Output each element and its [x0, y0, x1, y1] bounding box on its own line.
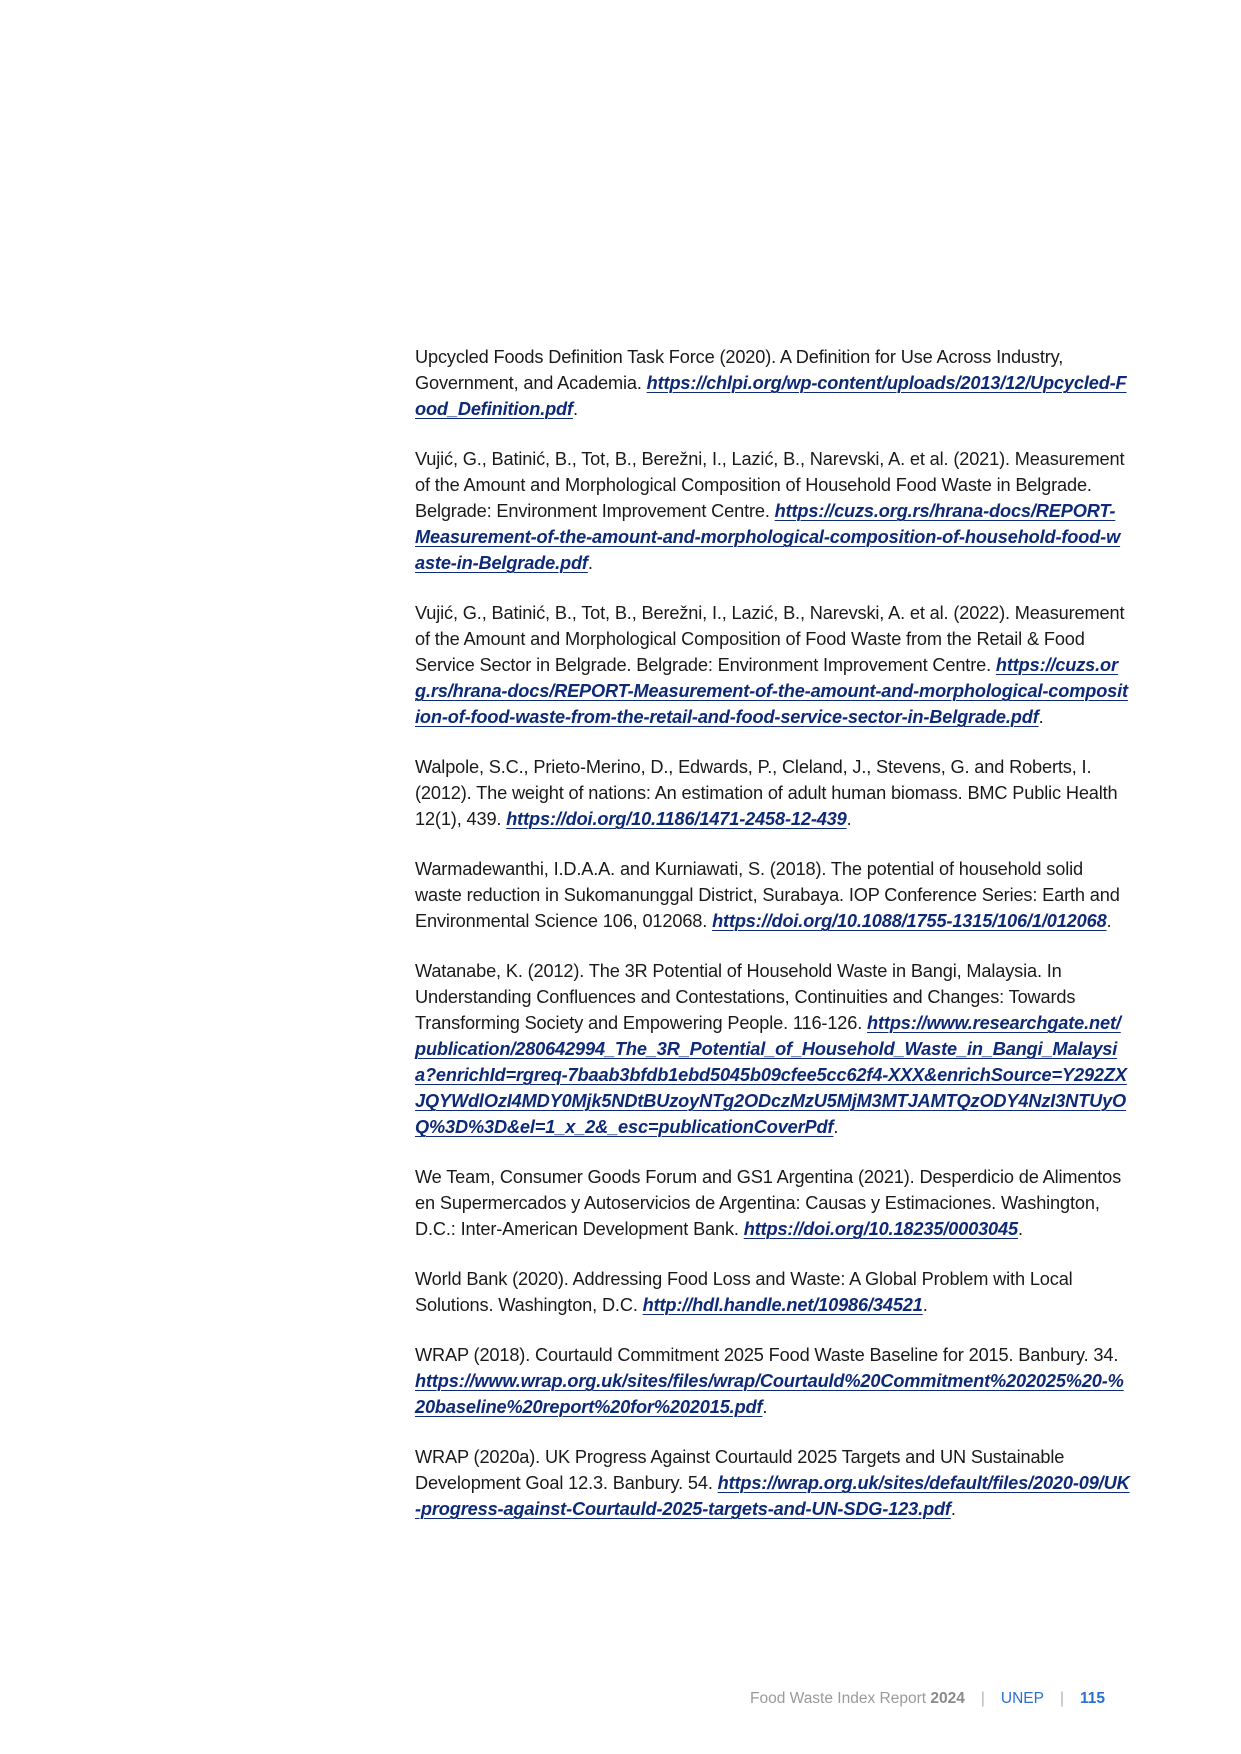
- reference-text: Upcycled Foods Definition Task Force (2020). A Definition for Use Across Industry, Government, and Academia.: [415, 347, 1064, 393]
- reference-end-punctuation: .: [587, 553, 593, 573]
- reference-text: WRAP (2018). Courtauld Commitment 2025 Food Waste Baseline for 2015. Banbury. 34.: [415, 1345, 1119, 1365]
- reference-link[interactable]: https://doi.org/10.1186/1471-2458-12-439: [506, 809, 847, 829]
- footer-report-title: Food Waste Index Report: [750, 1690, 927, 1707]
- reference-end-punctuation: .: [762, 1397, 768, 1417]
- reference-end-punctuation: .: [1038, 707, 1044, 727]
- reference-link[interactable]: https://cuzs.org.rs/hrana-docs/REPORT-Measurement-of-the-amount-and-morphological-composition-of-household-food-waste-in-Belgrade.pdf: [415, 501, 1121, 573]
- reference-end-punctuation: .: [572, 399, 578, 419]
- reference-link[interactable]: https://cuzs.org.rs/hrana-docs/REPORT-Measurement-of-the-amount-and-morphological-composition-of-food-waste-from-the-retail-and-food-service-sector-in-Belgrade.pdf: [415, 655, 1128, 727]
- reference-link[interactable]: https://doi.org/10.1088/1755-1315/106/1/012068: [712, 911, 1107, 931]
- footer-separator: |: [1059, 1690, 1064, 1707]
- reference-end-punctuation: .: [833, 1117, 839, 1137]
- reference-end-punctuation: .: [846, 809, 852, 829]
- reference-entry: [415, 1266, 1130, 1318]
- footer-organization: UNEP: [1000, 1690, 1044, 1707]
- reference-entry: [415, 1164, 1130, 1242]
- reference-text: Vujić, G., Batinić, B., Tot, B., Berežni, I., Lazić, B., Narevski, A. et al. (2022). Measurement of the Amount and Morphological Composition of Food Waste from the Retail & Food Service Sector in Belgrade. Belgrade: Environment Improvement Centre.: [415, 603, 1125, 675]
- reference-link[interactable]: http://hdl.handle.net/10986/34521: [642, 1295, 923, 1315]
- page-footer: [750, 1690, 1130, 1708]
- reference-link[interactable]: https://wrap.org.uk/sites/default/files/2020-09/UK-progress-against-Courtauld-2025-targets-and-UN-SDG-123.pdf: [415, 1473, 1130, 1519]
- reference-text: Walpole, S.C., Prieto-Merino, D., Edwards, P., Cleland, J., Stevens, G. and Roberts, I. (2012). The weight of nations: An estimation of adult human biomass. BMC Public Health 12(1), 439.: [415, 757, 1118, 829]
- reference-text: Vujić, G., Batinić, B., Tot, B., Berežni, I., Lazić, B., Narevski, A. et al. (2021). Measurement of the Amount and Morphological Composition of Household Food Waste in Belgrade. Belgrade: Environment Improvement Centre.: [415, 449, 1125, 521]
- reference-end-punctuation: .: [1017, 1219, 1023, 1239]
- reference-entry: [415, 600, 1130, 730]
- reference-text: World Bank (2020). Addressing Food Loss and Waste: A Global Problem with Local Solutions. Washington, D.C.: [415, 1269, 1073, 1315]
- reference-text: Watanabe, K. (2012). The 3R Potential of Household Waste in Bangi, Malaysia. In Understanding Confluences and Contestations, Continuities and Changes: Towards Transforming Society and Empowering People. 116-126.: [415, 961, 1076, 1033]
- reference-entry: [415, 1444, 1130, 1522]
- reference-entry: [415, 958, 1130, 1140]
- reference-entry: [415, 344, 1130, 422]
- reference-text: We Team, Consumer Goods Forum and GS1 Argentina (2021). Desperdicio de Alimentos en Supermercados y Autoservicios de Argentina: Causas y Estimaciones. Washington, D.C.: Inter-American Development Bank.: [415, 1167, 1122, 1239]
- reference-entry: [415, 754, 1130, 832]
- page-number: 115: [1079, 1690, 1105, 1707]
- reference-entry: [415, 1342, 1130, 1420]
- reference-end-punctuation: .: [922, 1295, 928, 1315]
- reference-link[interactable]: https://doi.org/10.18235/0003045: [743, 1219, 1018, 1239]
- reference-link[interactable]: https://www.wrap.org.uk/sites/files/wrap/Courtauld%20Commitment%202025%20-%20baseline%20report%20for%202015.pdf: [415, 1371, 1124, 1417]
- reference-text: WRAP (2020a). UK Progress Against Courtauld 2025 Targets and UN Sustainable Development Goal 12.3. Banbury. 54.: [415, 1447, 1065, 1493]
- reference-text: Warmadewanthi, I.D.A.A. and Kurniawati, S. (2018). The potential of household solid waste reduction in Sukomanunggal District, Surabaya. IOP Conference Series: Earth and Environmental Science 106, 012068.: [415, 859, 1120, 931]
- reference-link[interactable]: https://www.researchgate.net/publication/280642994_The_3R_Potential_of_Household_Waste_in_Bangi_Malaysia?enrichId=rgreq-7baab3bfdb1ebd5045b09cfee5cc62f4-XXX&enrichSource=Y292ZXJQYWdlOzI4MDY0Mjk5NDtBUzoyNTg2ODczMzU5MjM3MTJAMTQzODY4NzI3NTUyOQ%3D%3D&el=1_x_2&_esc=publicationCoverPdf: [415, 1013, 1127, 1137]
- reference-end-punctuation: .: [1106, 911, 1112, 931]
- footer-year: 2024: [930, 1690, 965, 1707]
- reference-link[interactable]: https://chlpi.org/wp-content/uploads/2013/12/Upcycled-Food_Definition.pdf: [415, 373, 1127, 419]
- reference-entry: [415, 446, 1130, 576]
- reference-entry: [415, 856, 1130, 934]
- footer-separator: |: [980, 1690, 985, 1707]
- reference-end-punctuation: .: [950, 1499, 956, 1519]
- reference-list: [415, 344, 1130, 1546]
